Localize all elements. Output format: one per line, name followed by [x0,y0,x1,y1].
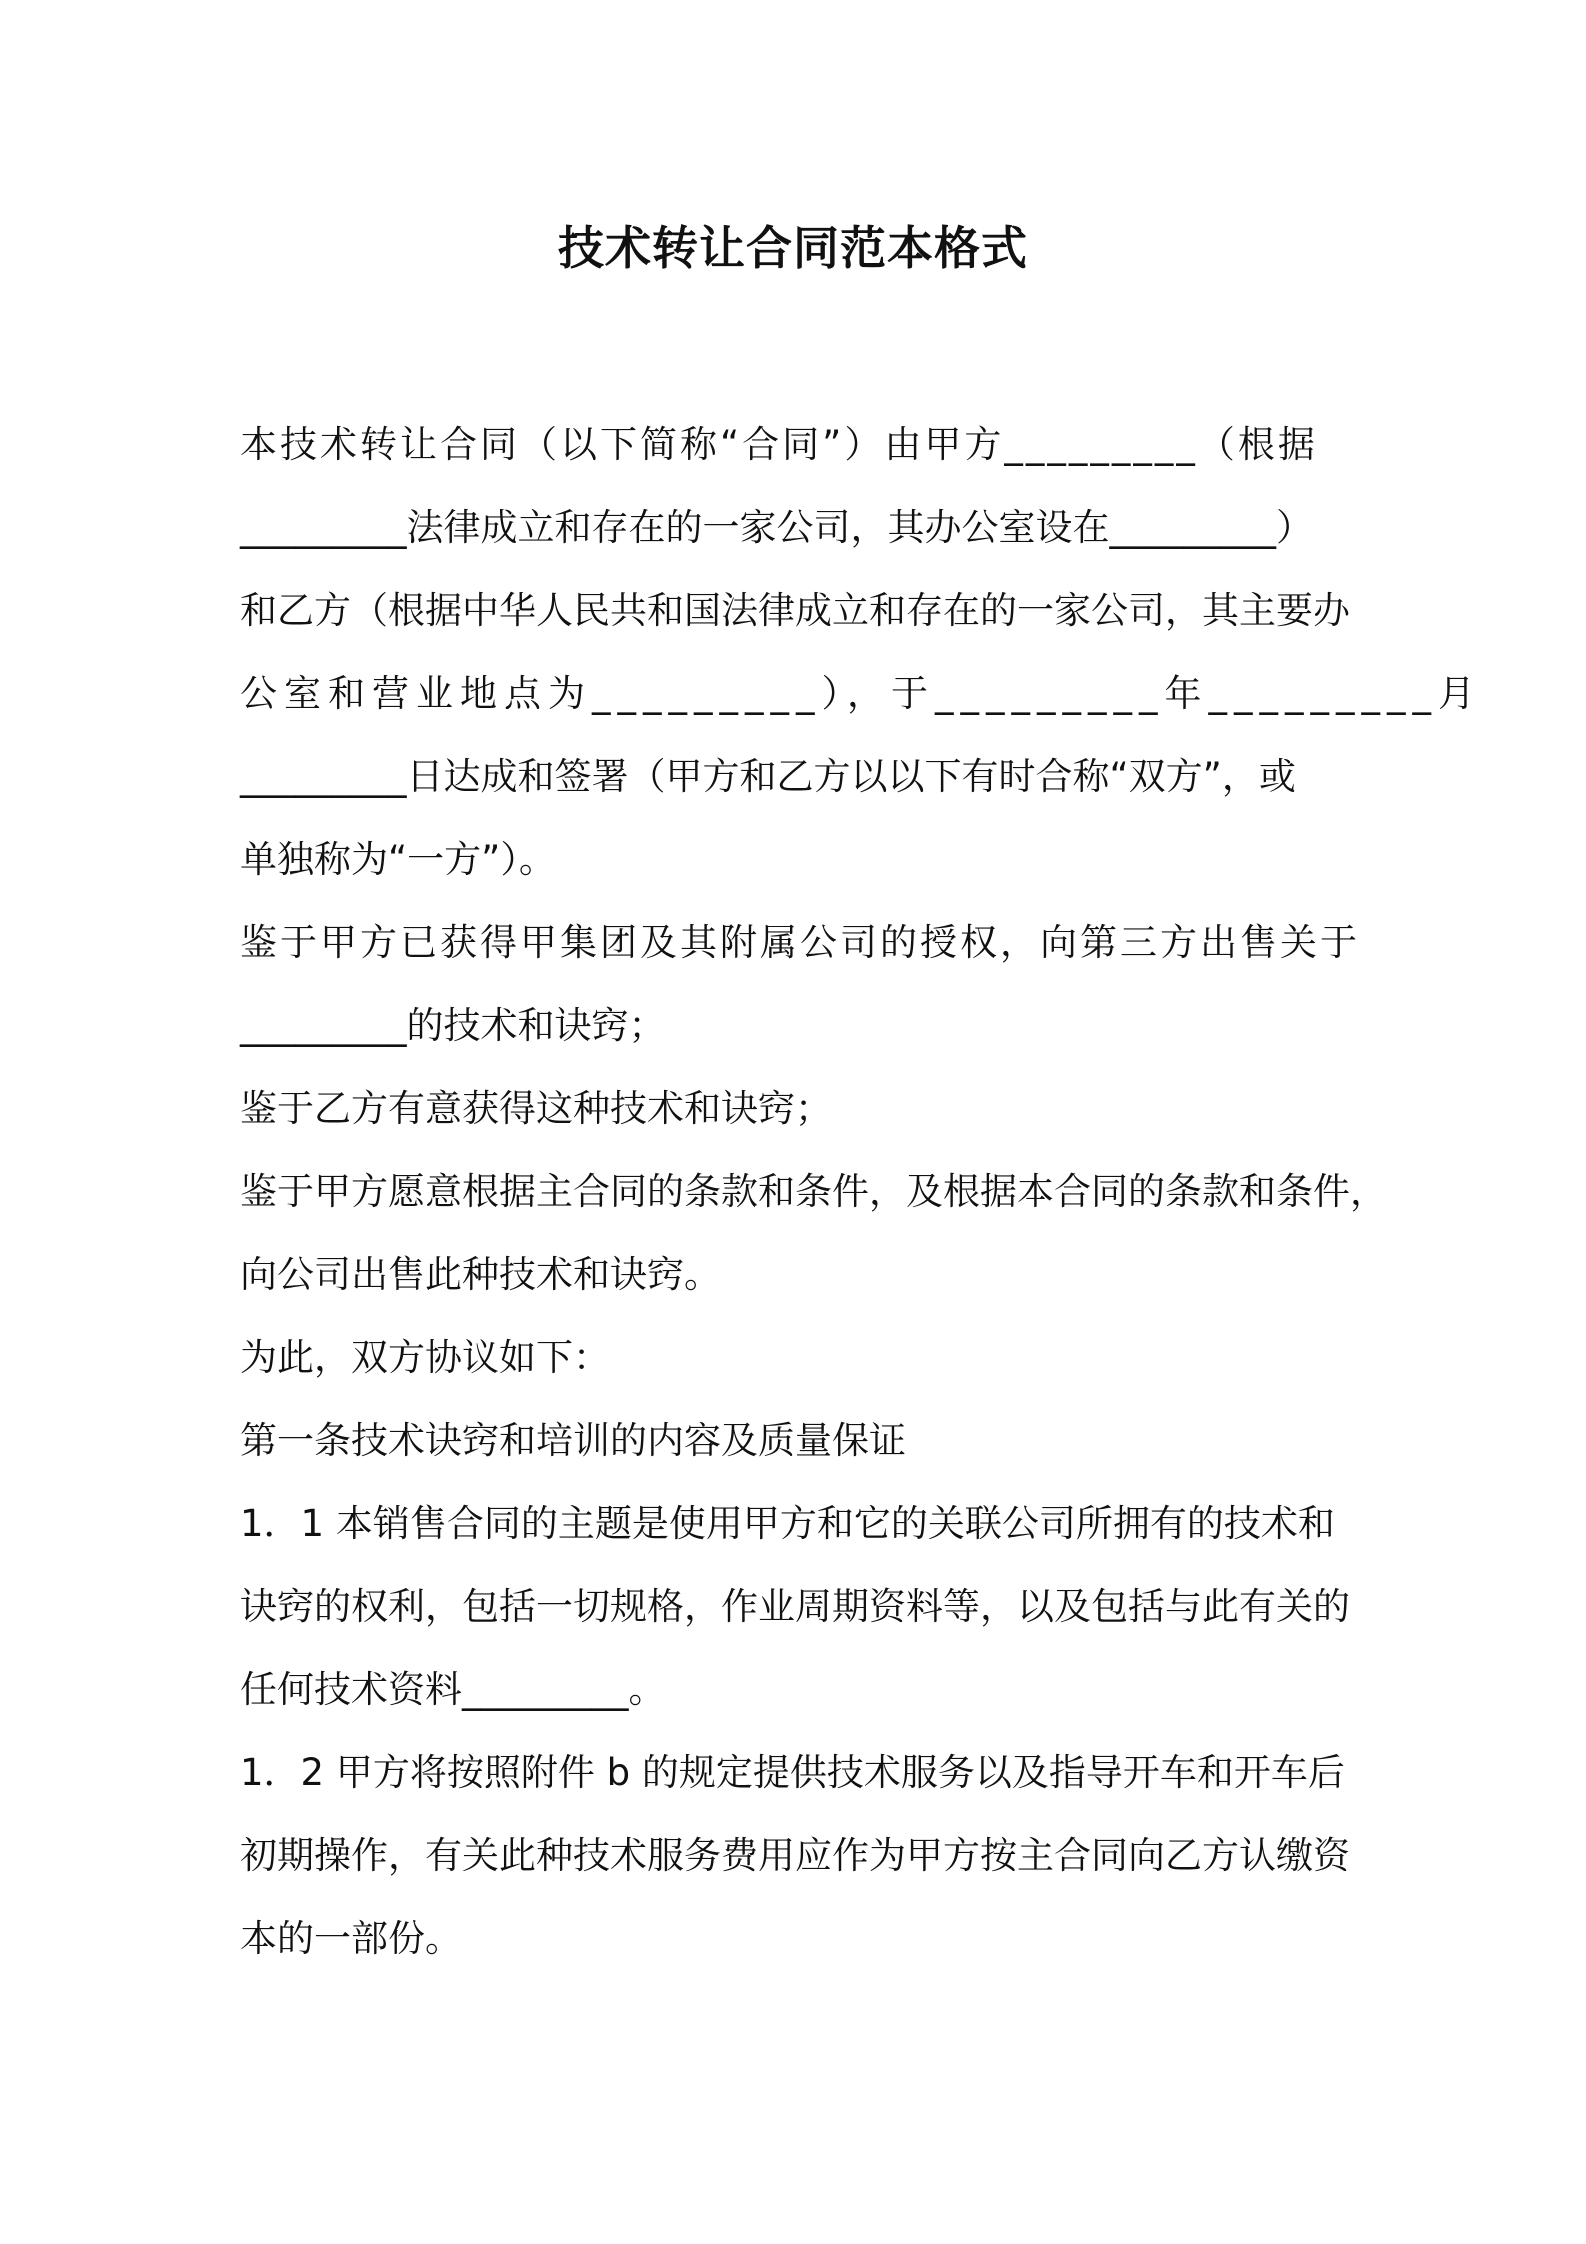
paragraph-line: 1．2 甲方将按照附件 b 的规定提供技术服务以及指导开车和开车后 [240,1751,1345,1794]
paragraph-line: _________的技术和诀窍； [240,1004,666,1047]
paragraph-line: 向公司出售此种技术和诀窍。 [240,1253,721,1296]
paragraph-line: 本技术转让合同（以下简称“合同”）由甲方_________（根据 [240,423,1318,466]
paragraph-line: 为此，双方协议如下： [240,1336,610,1379]
paragraph-line: 鉴于甲方已获得甲集团及其附属公司的授权，向第三方出售关于 [240,921,1360,964]
paragraph-line: 本的一部份。 [240,1917,462,1960]
paragraph-line: 鉴于乙方有意获得这种技术和诀窍； [240,1087,832,1130]
section-heading: 第一条技术诀窍和培训的内容及质量保证 [240,1419,906,1462]
document-body [240,403,1482,1980]
paragraph-line: 初期操作，有关此种技术服务费用应作为甲方按主合同向乙方认缴资 [240,1834,1350,1877]
paragraph-line: 鉴于甲方愿意根据主合同的条款和条件，及根据本合同的条款和条件， [240,1170,1387,1213]
paragraph-line: 任何技术资料_________。 [240,1668,666,1711]
paragraph-line: 和乙方（根据中华人民共和国法律成立和存在的一家公司，其主要办 [240,589,1350,632]
paragraph-line: 1．1 本销售合同的主题是使用甲方和它的关联公司所拥有的技术和 [240,1502,1335,1545]
paragraph-line: _________日达成和签署（甲方和乙方以以下有时合称“双方”，或 [240,755,1296,798]
paragraph-line: _________法律成立和存在的一家公司，其办公室设在_________） [240,506,1313,549]
paragraph-line: 诀窍的权利，包括一切规格，作业周期资料等，以及包括与此有关的 [240,1585,1350,1628]
paragraph-line: 单独称为“一方”）。 [240,838,556,881]
document-title: 技术转让合同范本格式 [558,221,1028,275]
paragraph-line: 公室和营业地点为_________），于_________年_________月 [240,672,1482,715]
